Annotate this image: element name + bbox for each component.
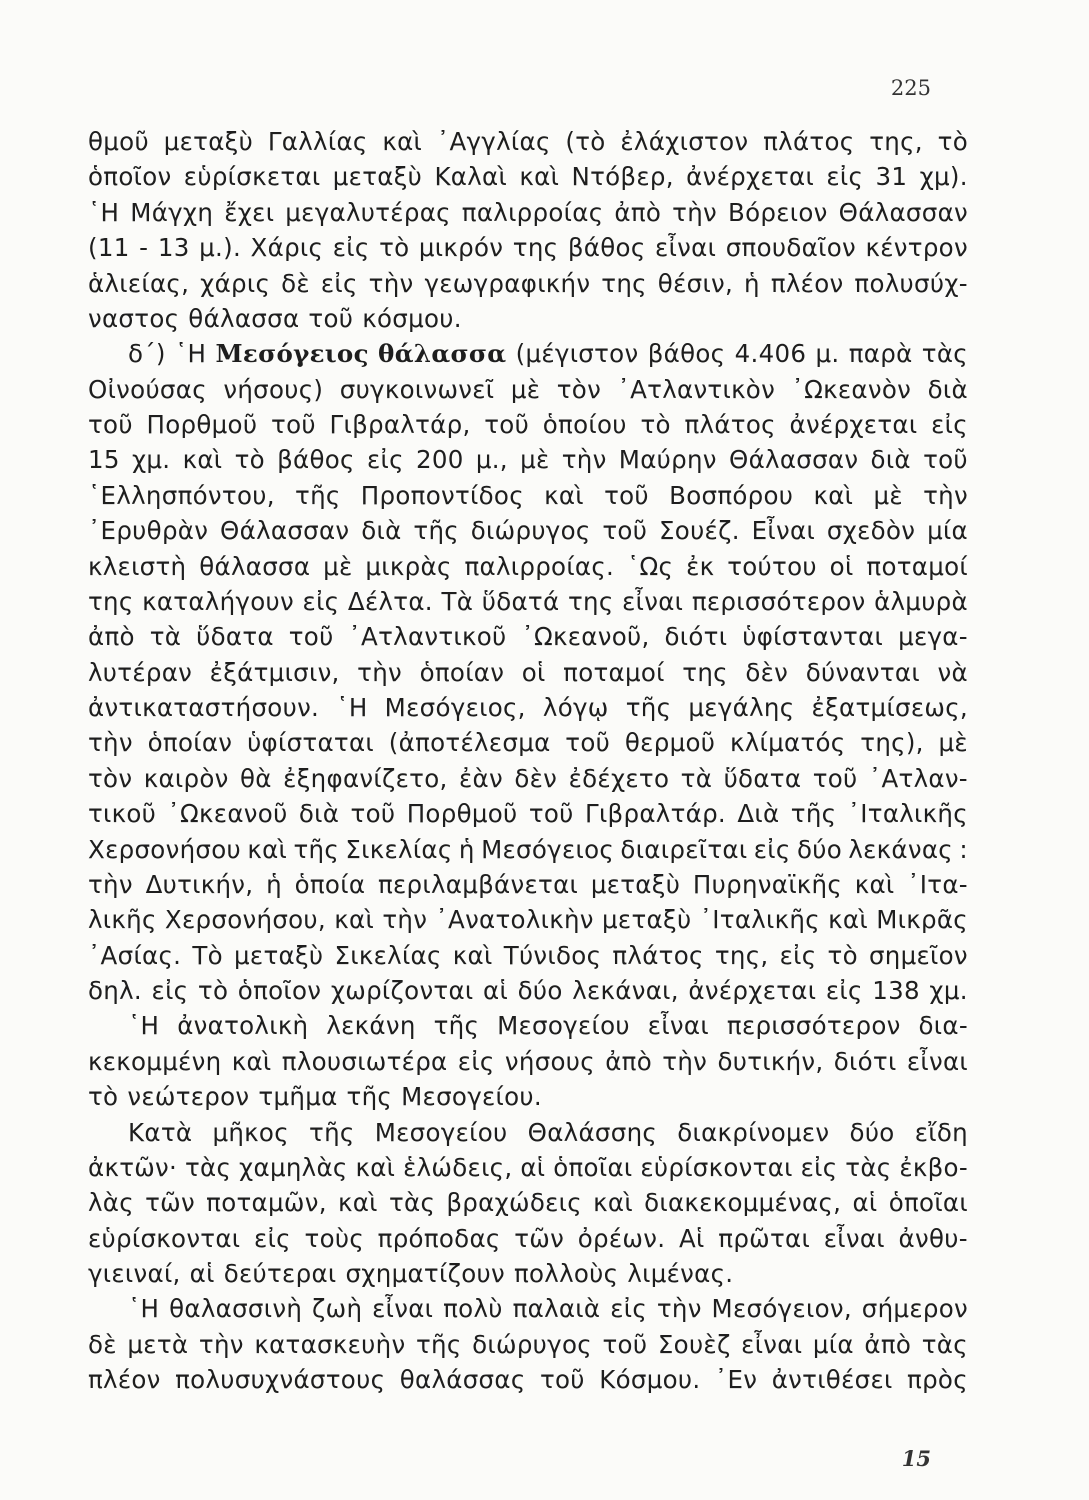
text-line: ῾Η ἀνατολικὴ λεκάνη τῆς Μεσογείου εἶναι περισσότερον δια- [128, 1011, 968, 1041]
text-line: ἁλιείας, χάρις δὲ εἰς τὴν γεωγραφικήν της θέσιν, ἡ πλέον πολυσύχ- [88, 268, 968, 298]
text-line: ῾Η θαλασσινὴ ζωὴ εἶναι πολὺ παλαιὰ εἰς τὴν Μεσόγειον, σήμερον [128, 1294, 968, 1324]
text-line: κεκομμένη καὶ πλουσιωτέρα εἰς νήσους ἀπὸ τὴν δυτικήν, διότι εἶναι [88, 1046, 968, 1076]
text-line: Χερσονήσου καὶ τῆς Σικελίας ἡ Μεσόγειος διαιρεῖται εἰς δύο λεκάνας : [88, 834, 968, 864]
text-line: ἀντικαταστήσουν. ῾Η Μεσόγειος, λόγῳ τῆς μεγάλης ἐξατμίσεως, [88, 693, 968, 722]
text-line: ᾿Ερυθρὰν Θάλασσαν διὰ τῆς διώρυγος τοῦ Σουέζ. Εἶναι σχεδὸν μία [88, 516, 968, 546]
text-line: της καταλήγουν εἰς Δέλτα. Τὰ ὕδατά της εἶναι περισσότερον ἁλμυρὰ [88, 586, 968, 616]
text-line: 15 χμ. καὶ τὸ βάθος εἰς 200 μ., μὲ τὴν Μαύρην Θάλασσαν διὰ τοῦ [88, 445, 968, 475]
text-line: γιειναί, αἱ δεύτεραι σχηματίζουν πολλοὺς λιμένας. [88, 1259, 734, 1288]
text-line: τὴν Δυτικήν, ἡ ὁποία περιλαμβάνεται μεταξὺ Πυρηναϊκῆς καὶ ᾿Ιτα- [88, 869, 968, 899]
signature-mark: 15 [901, 1446, 931, 1471]
text-line: ἀπὸ τὰ ὕδατα τοῦ ᾿Ατλαντικοῦ ᾿Ωκεανοῦ, διότι ὑφίστανται μεγα- [88, 622, 968, 652]
text-line: τὴν ὁποίαν ὑφίσταται (ἀποτέλεσμα τοῦ θερμοῦ κλίματός της), μὲ [88, 728, 968, 758]
text-line: λυτέραν ἐξάτμισιν, τὴν ὁποίαν οἱ ποταμοί της δὲν δύνανται νὰ [88, 657, 968, 687]
page-number: 225 [890, 76, 931, 100]
text-line: ὁποῖον εὑρίσκεται μεταξὺ Καλαὶ καὶ Ντόβερ, ἀνέρχεται εἰς 31 χμ). [88, 162, 968, 192]
text-line: ναστος θάλασσα τοῦ κόσμου. [88, 303, 462, 333]
text-line: ᾿Ασίας. Τὸ μεταξὺ Σικελίας καὶ Τύνιδος πλάτος της, εἰς τὸ σημεῖον [88, 940, 968, 970]
text-line: λὰς τῶν ποταμῶν, καὶ τὰς βραχώδεις καὶ διακεκομμένας, αἱ ὁποῖαι [88, 1188, 968, 1218]
text-line: δ΄) ῾Η Μεσόγειος θάλασσα (μέγιστον βάθος 4.406 μ. παρὰ τὰς [128, 339, 968, 369]
text-line: κλειστὴ θάλασσα μὲ μικρὰς παλιρροίας. ῾Ως ἐκ τούτου οἱ ποταμοί [88, 551, 968, 581]
text-line: Κατὰ μῆκος τῆς Μεσογείου Θαλάσσης διακρίνομεν δύο εἴδη [128, 1117, 968, 1147]
text-line: Οἰνούσας νήσους) συγκοινωνεῖ μὲ τὸν ᾿Ατλαντικὸν ᾿Ωκεανὸν διὰ [88, 374, 968, 404]
text-line: θμοῦ μεταξὺ Γαλλίας καὶ ᾿Αγγλίας (τὸ ἐλάχιστον πλάτος της, τὸ [88, 127, 968, 156]
text-line: τὸ νεώτερον τμῆμα τῆς Μεσογείου. [88, 1082, 542, 1112]
text-line: ῾Η Μάγχη ἔχει μεγαλυτέρας παλιρροίας ἀπὸ τὴν Βόρειον Θάλασσαν [88, 197, 968, 227]
text-line: δηλ. εἰς τὸ ὁποῖον χωρίζονται αἱ δύο λεκάναι, ἀνέρχεται εἰς 138 χμ. [88, 976, 968, 1005]
body-text [88, 124, 968, 1398]
text-line: λικῆς Χερσονήσου, καὶ τὴν ᾿Ανατολικὴν μεταξὺ ᾿Ιταλικῆς καὶ Μικρᾶς [88, 905, 968, 935]
text-line: (11 - 13 μ.). Χάρις εἰς τὸ μικρόν της βάθος εἶναι σπουδαῖον κέντρον [88, 233, 968, 263]
text-line: τὸν καιρὸν θὰ ἐξηφανίζετο, ἐὰν δὲν ἐδέχετο τὰ ὕδατα τοῦ ᾿Ατλαν- [88, 763, 968, 793]
text-line: ἀκτῶν· τὰς χαμηλὰς καὶ ἑλώδεις, αἱ ὁποῖαι εὑρίσκονται εἰς τὰς ἐκβο- [88, 1152, 968, 1182]
text-line: πλέον πολυσυχνάστους θαλάσσας τοῦ Κόσμου. ᾿Εν ἀντιθέσει πρὸς [88, 1365, 968, 1395]
text-line: δὲ μετὰ τὴν κατασκευὴν τῆς διώρυγος τοῦ Σουὲζ εἶναι μία ἀπὸ τὰς [88, 1329, 968, 1359]
text-line: τικοῦ ᾿Ωκεανοῦ διὰ τοῦ Πορθμοῦ τοῦ Γιβραλτάρ. Διὰ τῆς ᾿Ιταλικῆς [88, 799, 968, 829]
text-line: ῾Ελλησπόντου, τῆς Προποντίδος καὶ τοῦ Βοσπόρου καὶ μὲ τὴν [88, 480, 968, 510]
text-line: τοῦ Πορθμοῦ τοῦ Γιβραλτάρ, τοῦ ὁποίου τὸ πλάτος ἀνέρχεται εἰς [88, 410, 968, 439]
text-line: εὑρίσκονται εἰς τοὺς πρόποδας τῶν ὀρέων. Αἱ πρῶται εἶναι ἀνθυ- [88, 1223, 968, 1253]
